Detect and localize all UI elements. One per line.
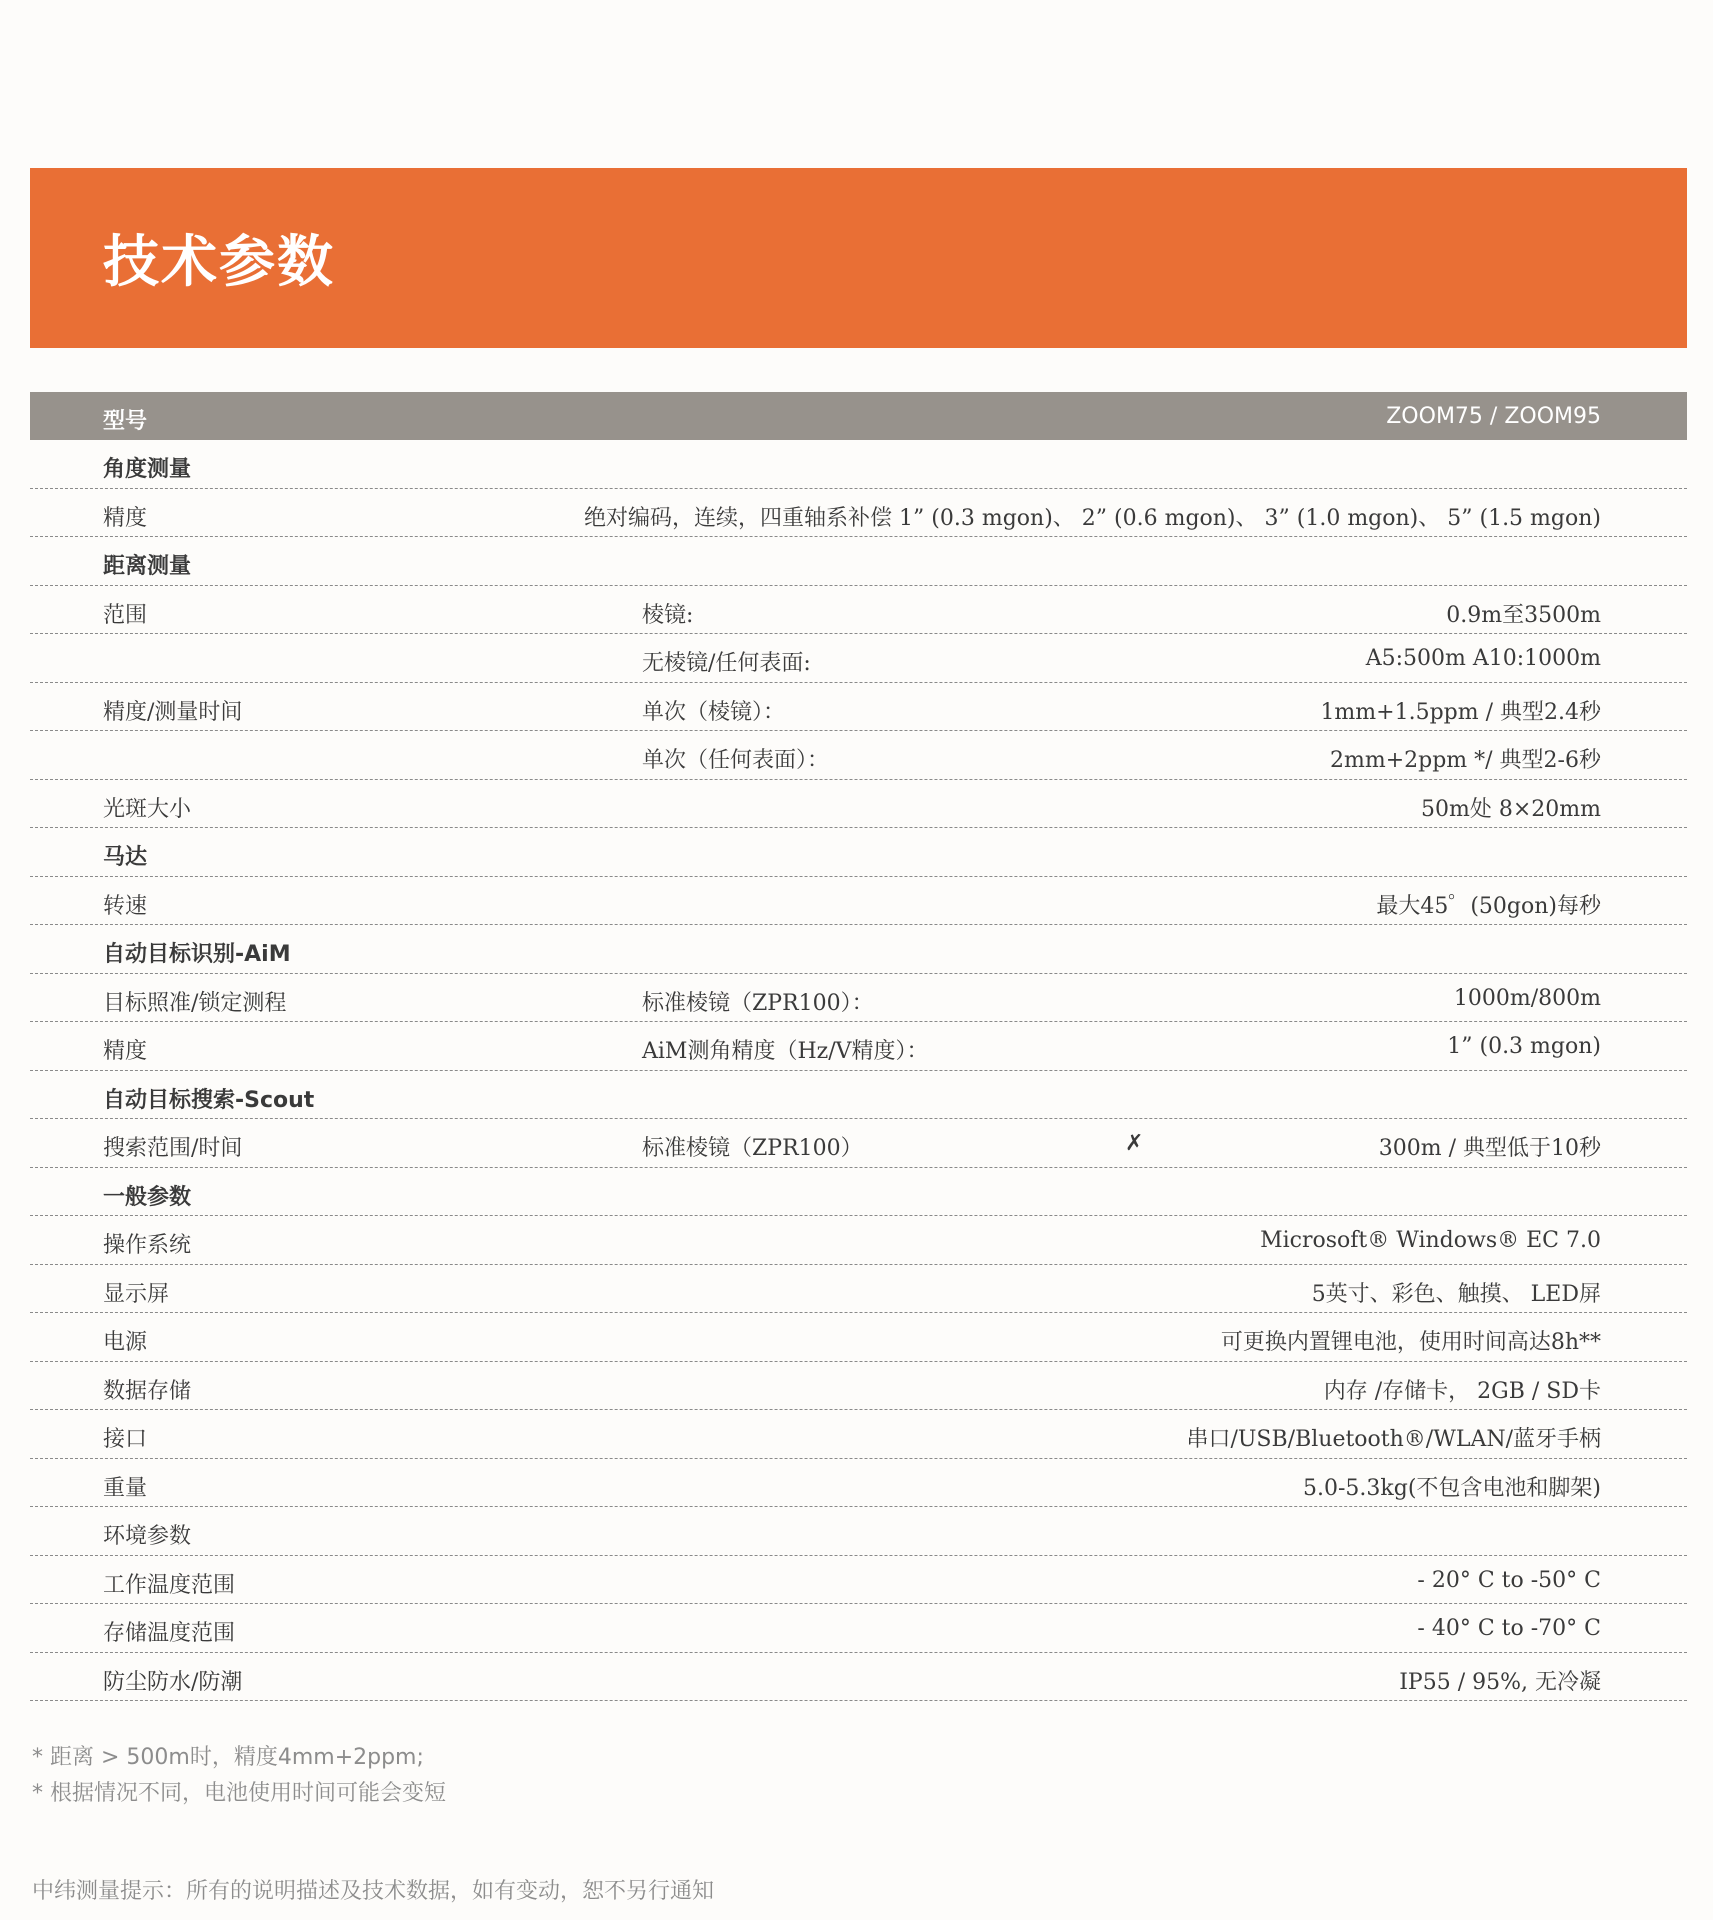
- spec-label: 存储温度范围: [103, 1621, 236, 1646]
- section-row: [30, 1071, 1687, 1120]
- spec-row: [30, 877, 1687, 926]
- spec-row: [30, 1119, 1687, 1168]
- spec-label: 精度: [103, 505, 148, 531]
- spec-row: [30, 1362, 1687, 1411]
- section-row: [30, 537, 1687, 586]
- spec-sublabel: 单次（棱镜）：: [642, 699, 786, 725]
- title-banner: [30, 168, 1687, 348]
- spec-sublabel: 单次（任何表面）：: [642, 748, 830, 773]
- spec-value: 50m处 8×20mm: [1421, 796, 1601, 822]
- spec-value: 1000m/800m: [1453, 985, 1601, 1011]
- footnote: * 根据情况不同，电池使用时间可能会变短: [32, 1781, 446, 1806]
- spec-value: 串口/USB/Bluetooth®/WLAN/蓝牙手柄: [1186, 1427, 1601, 1452]
- spec-sublabel: 棱镜:: [642, 602, 694, 628]
- spec-sublabel: 标准棱镜（ZPR100）: [642, 1136, 863, 1161]
- spec-label: 显示屏: [103, 1281, 170, 1307]
- section-row: [30, 925, 1687, 974]
- header-model-label: 型号: [103, 409, 148, 434]
- spec-row: [30, 1459, 1687, 1508]
- spec-label: 防尘防水/防潮: [103, 1669, 243, 1695]
- footnotes: [32, 1740, 446, 1812]
- spec-value: 0.9m至3500m: [1446, 602, 1601, 628]
- spec-label: 环境参数: [103, 1524, 192, 1549]
- spec-value: Microsoft® Windows® EC 7.0: [1260, 1228, 1601, 1253]
- spec-row: [30, 780, 1687, 829]
- section-title: 一般参数: [103, 1184, 192, 1210]
- spec-label: 精度: [103, 1039, 148, 1064]
- spec-row: [30, 731, 1687, 780]
- section-row: [30, 1168, 1687, 1217]
- spec-label: 操作系统: [103, 1233, 192, 1258]
- spec-value: 绝对编码，连续，四重轴系补偿 1” (0.3 mgon)、 2” (0.6 mgon)、 3” (1.0 mgon)、 5” (1.5 mgon): [584, 505, 1601, 531]
- spec-value: 1mm+1.5ppm / 典型2.4秒: [1320, 699, 1601, 725]
- spec-row: [30, 586, 1687, 635]
- spec-row: [30, 1265, 1687, 1314]
- spec-label: 电源: [103, 1330, 148, 1355]
- section-title: 距离测量: [103, 554, 192, 579]
- spec-value: - 40° C to -70° C: [1417, 1616, 1601, 1641]
- spec-value: 可更换内置锂电池，使用时间高达8h**: [1220, 1330, 1601, 1355]
- footnote: * 距离 > 500m时，精度4mm+2ppm;: [32, 1745, 424, 1770]
- spec-value: A5:500m A10:1000m: [1365, 646, 1601, 671]
- header-model-value: ZOOM75 / ZOOM95: [1386, 404, 1601, 429]
- spec-row: [30, 1604, 1687, 1653]
- spec-row: [30, 1410, 1687, 1459]
- section-title: 马达: [103, 845, 148, 870]
- spec-value: 2mm+2ppm */ 典型2-6秒: [1329, 748, 1601, 773]
- spec-value: 内存 /存储卡， 2GB / SD卡: [1323, 1378, 1601, 1404]
- spec-label: 搜索范围/时间: [103, 1136, 243, 1161]
- spec-row: [30, 974, 1687, 1023]
- spec-sublabel: AiM测角精度（Hz/V精度）：: [642, 1039, 929, 1064]
- spec-row: [30, 489, 1687, 538]
- spec-row: [30, 1313, 1687, 1362]
- spec-row: [30, 1507, 1687, 1556]
- spec-value: IP55 / 95%, 无冷凝: [1399, 1669, 1601, 1695]
- section-title: 自动目标识别-AiM: [103, 942, 291, 967]
- spec-sublabel: 无棱镜/任何表面:: [642, 651, 811, 676]
- spec-label: 精度/测量时间: [103, 699, 243, 725]
- section-row: [30, 828, 1687, 877]
- spec-value: 5英寸、彩色、触摸、 LED屏: [1311, 1281, 1601, 1307]
- spec-value: 5.0-5.3kg(不包含电池和脚架): [1303, 1475, 1601, 1501]
- spec-label: 目标照准/锁定测程: [103, 990, 287, 1016]
- spec-row: [30, 1216, 1687, 1265]
- table-header: [30, 392, 1687, 440]
- page-title: 技术参数: [103, 230, 335, 295]
- spec-label: 重量: [103, 1475, 148, 1501]
- spec-value: - 20° C to -50° C: [1417, 1567, 1601, 1593]
- spec-value: 最大45゜(50gon)每秒: [1376, 893, 1601, 919]
- spec-label: 范围: [103, 602, 148, 628]
- disclaimer: 中纬测量提示：所有的说明描述及技术数据，如有变动，恕不另行通知: [32, 1879, 715, 1904]
- spec-row: [30, 1556, 1687, 1605]
- spec-label: 数据存储: [103, 1378, 192, 1404]
- spec-label: 光斑大小: [103, 796, 192, 822]
- spec-row: [30, 634, 1687, 683]
- spec-row: [30, 1022, 1687, 1071]
- spec-row: [30, 1653, 1687, 1702]
- spec-row: [30, 683, 1687, 732]
- section-title: 自动目标搜索-Scout: [103, 1087, 315, 1113]
- cross-mark: ✗: [1125, 1131, 1144, 1156]
- section-title: 角度测量: [103, 457, 192, 482]
- spec-value: 1” (0.3 mgon): [1447, 1034, 1601, 1059]
- spec-label: 工作温度范围: [103, 1572, 236, 1598]
- spec-sublabel: 标准棱镜（ZPR100）：: [642, 990, 874, 1016]
- spec-label: 接口: [103, 1427, 148, 1452]
- spec-value: 300m / 典型低于10秒: [1378, 1136, 1601, 1161]
- section-row: [30, 440, 1687, 489]
- spec-label: 转速: [103, 893, 148, 919]
- spec-table: [30, 440, 1687, 1701]
